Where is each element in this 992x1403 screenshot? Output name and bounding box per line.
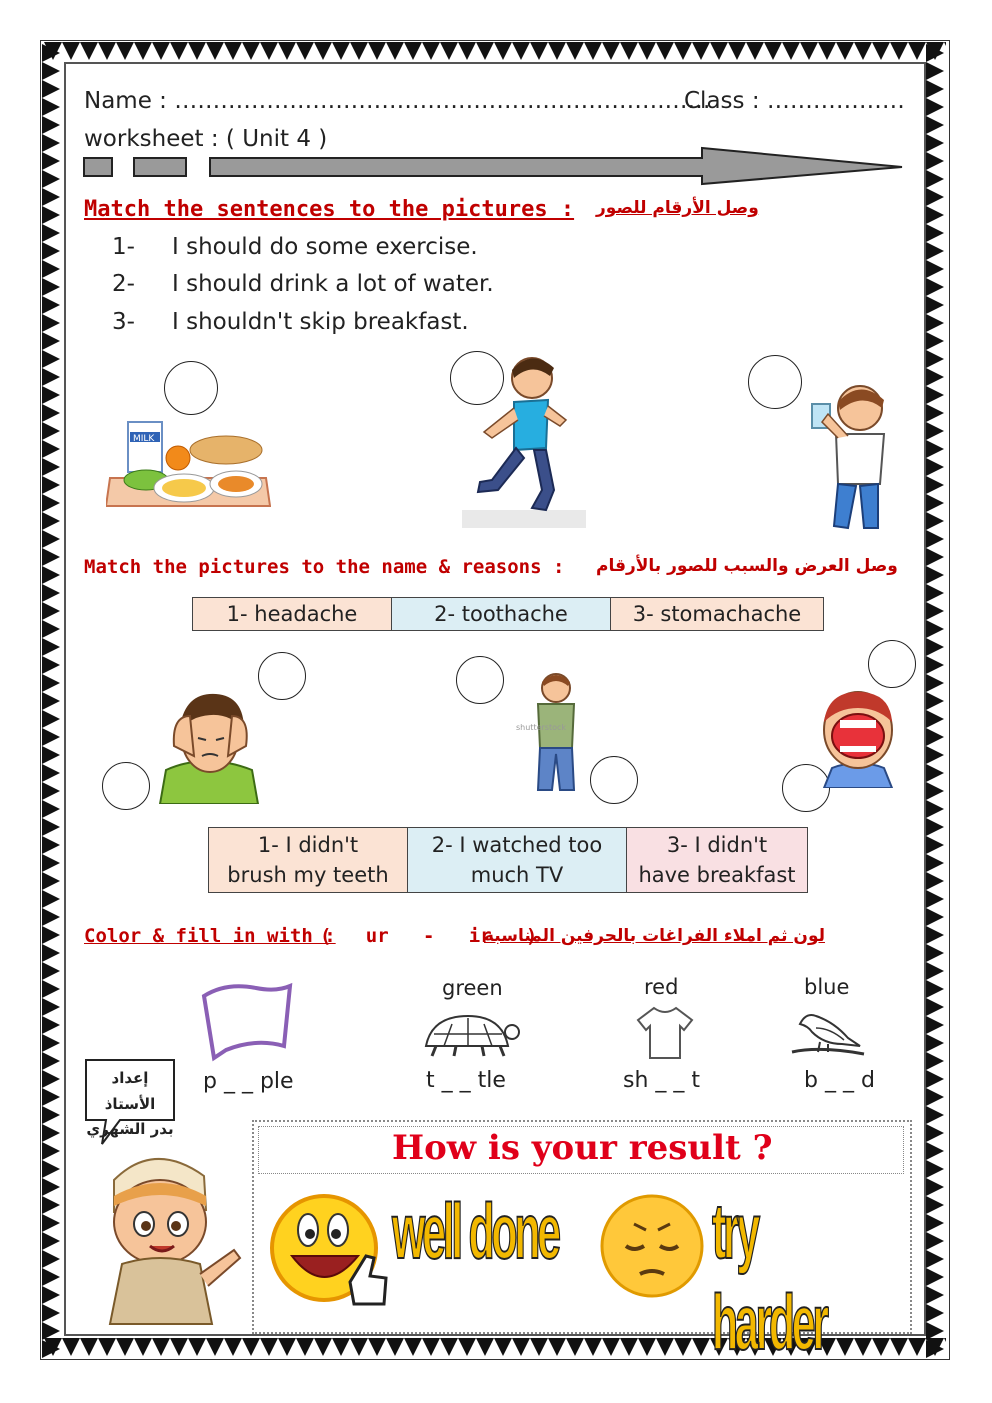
reason-2 — [408, 828, 627, 893]
word-purple[interactable]: p _ _ ple — [203, 1069, 294, 1094]
svg-text:MILK: MILK — [133, 434, 155, 444]
section3-title-arabic: لون ثم املاء الفراغات بالحرفين المناسبة — [484, 926, 825, 946]
word-shirt[interactable]: sh _ _ t — [623, 1068, 701, 1093]
answer-circle-headache-name[interactable] — [258, 652, 306, 700]
section1-title: Match the sentences to the pictures : — [84, 197, 575, 222]
illness-names-table — [192, 597, 824, 631]
turtle-icon[interactable] — [416, 1010, 520, 1060]
reason-3 — [627, 828, 808, 893]
reason-1-line2: brush my teeth — [227, 863, 389, 887]
section1-title-arabic: وصل الأرقام للصور — [596, 198, 759, 218]
reason-2-line2: much TV — [470, 863, 564, 887]
color-label-bird: blue — [804, 975, 850, 999]
illness-toothache: 2- toothache — [392, 598, 611, 631]
zigzag-border-right — [926, 44, 946, 1358]
try-harder-label: try harder — [712, 1187, 826, 1366]
boy-drinking-image — [798, 378, 898, 538]
class-field[interactable]: Class : ……………… — [684, 88, 905, 114]
smiley-thumbs-up-icon[interactable] — [270, 1186, 392, 1310]
toothache-image — [818, 688, 898, 788]
section3-title: Color & fill in with : — [84, 925, 336, 947]
sentence-2: I should drink a lot of water. — [172, 271, 494, 297]
sentence-3: I shouldn't skip breakfast. — [172, 309, 469, 335]
reason-1 — [209, 828, 408, 893]
word-bird[interactable]: b _ _ d — [804, 1068, 875, 1093]
color-label-turtle: green — [442, 976, 503, 1000]
worksheet-title: worksheet : ( Unit 4 ) — [84, 126, 328, 152]
header-arrow — [82, 146, 908, 186]
headache-image — [156, 686, 262, 804]
answer-circle-stomachache-name[interactable] — [456, 656, 504, 704]
sentence-1-number: 1- — [112, 234, 135, 260]
illness-headache: 1- headache — [193, 598, 392, 631]
answer-circle-headache-reason[interactable] — [102, 762, 150, 810]
running-boy-image — [462, 350, 586, 530]
answer-circle-toothache-name[interactable] — [868, 640, 916, 688]
zigzag-border-top — [44, 42, 946, 62]
teacher-credit-line1: إعداد الأستاذ — [104, 1069, 156, 1113]
answer-circle-water[interactable] — [748, 355, 802, 409]
bird-icon[interactable] — [790, 1002, 866, 1060]
word-turtle[interactable]: t _ _ tle — [426, 1068, 506, 1093]
reason-3-line2: have breakfast — [638, 863, 796, 887]
flag-icon[interactable] — [196, 980, 296, 1064]
answer-circle-breakfast[interactable] — [164, 361, 218, 415]
reasons-table — [208, 827, 808, 893]
well-done-label: well done — [392, 1187, 558, 1275]
sentence-1: I should do some exercise. — [172, 234, 478, 260]
section3-letters: ( ur - ir ) — [320, 925, 538, 947]
section2-title: Match the pictures to the name & reasons : — [84, 556, 565, 578]
svg-text:shutterstock: shutterstock — [516, 723, 567, 732]
shirt-icon[interactable] — [636, 1004, 694, 1062]
color-label-shirt: red — [644, 975, 679, 999]
answer-circle-stomachache-reason[interactable] — [590, 756, 638, 804]
sentence-3-number: 3- — [112, 309, 135, 335]
reason-3-line1: 3- I didn't — [666, 832, 768, 857]
stomachache-image — [516, 668, 596, 800]
teacher-credit — [86, 1066, 174, 1143]
reason-1-line1: 1- I didn't — [257, 832, 359, 857]
section2-title-arabic: وصل العرض والسبب للصور بالأرقام — [596, 556, 898, 576]
boy-character-image — [74, 1140, 244, 1330]
result-title: How is your result ? — [392, 1128, 773, 1168]
illness-stomachache: 3- stomachache — [611, 598, 824, 631]
sentence-2-number: 2- — [112, 271, 135, 297]
sad-face-icon[interactable] — [600, 1184, 704, 1308]
reason-2-line1: 2- I watched too — [431, 832, 603, 857]
zigzag-border-left — [42, 44, 62, 1358]
teacher-credit-line2: بدر الشهري — [86, 1120, 174, 1138]
name-field[interactable]: Name : ……………………………………………………….…… — [84, 88, 711, 114]
breakfast-tray-image — [106, 418, 271, 513]
